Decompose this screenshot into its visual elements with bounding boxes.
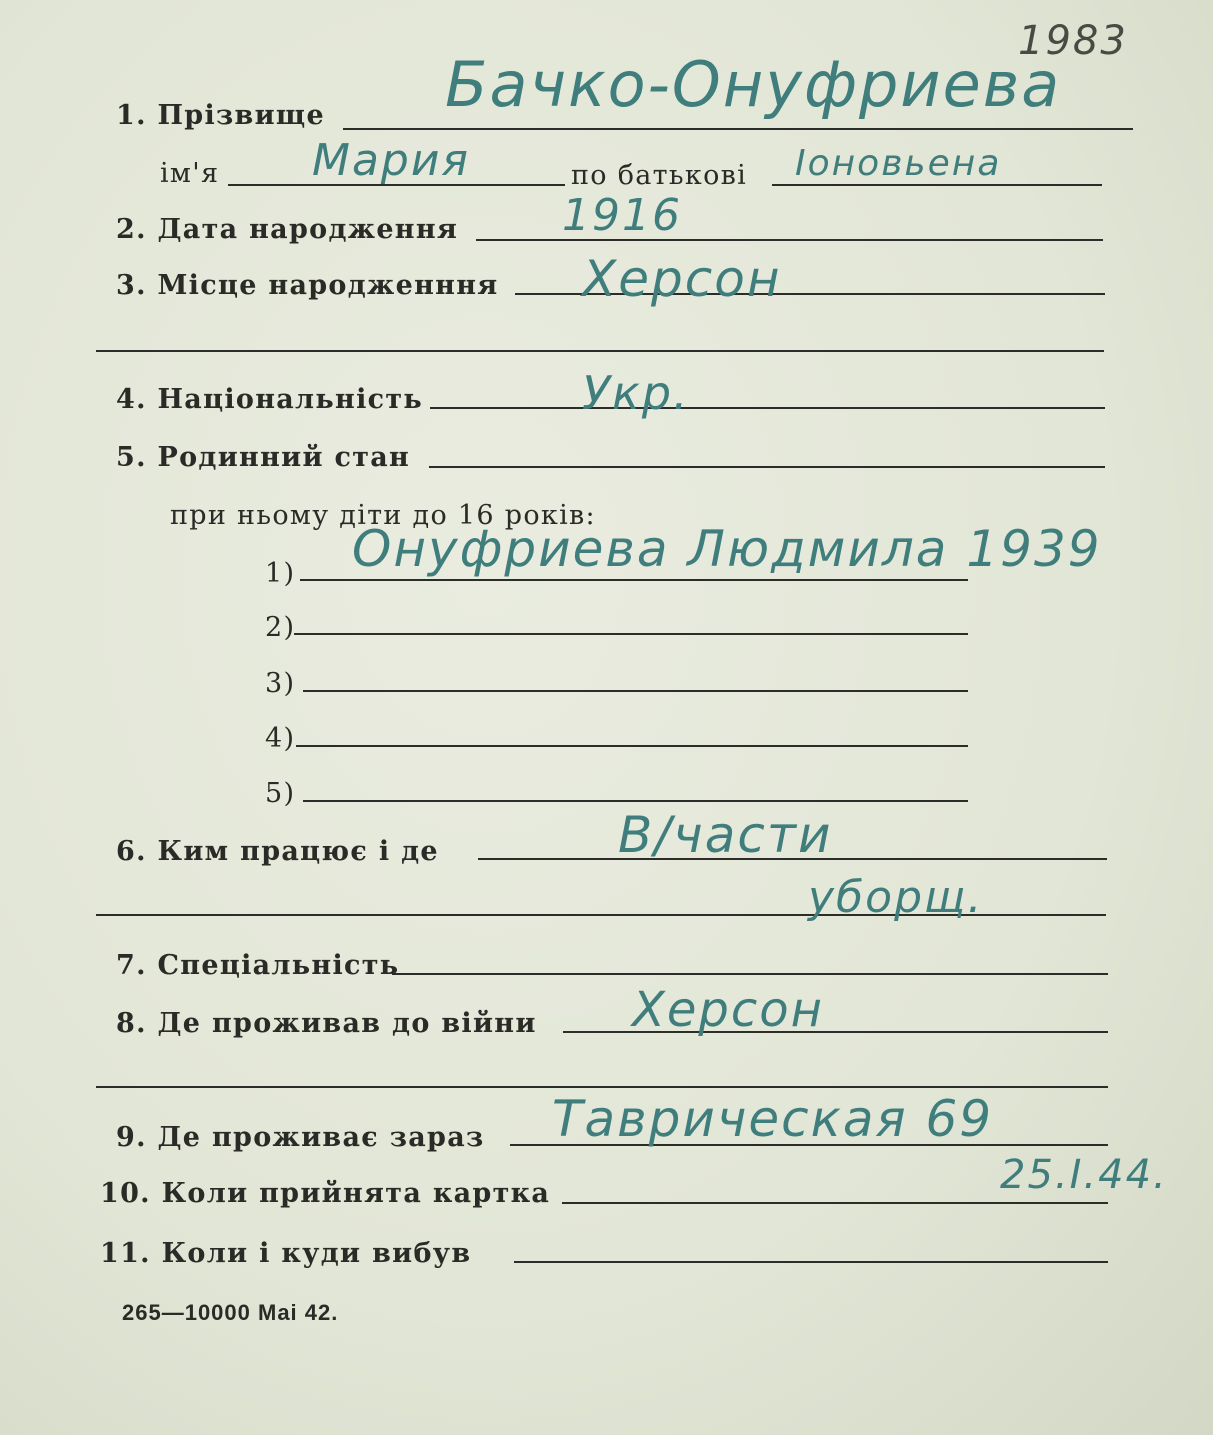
work-label: 6. Ким працює і де [116,836,439,867]
child-4-line [296,745,968,747]
departure-line [514,1261,1108,1263]
card-accepted-line [562,1202,1108,1204]
prewar-residence-value: Херсон [632,982,825,1038]
specialty-line [392,973,1108,975]
nationality-value: Укр. [582,366,690,420]
work-value-line2: уборщ. [808,872,984,923]
patronymic-value: Ioнoвьeнa [795,143,1002,184]
card-accepted-label: 10. Коли прийнята картка [100,1178,551,1209]
child-2-number: 2) [265,612,296,643]
birth-date-label: 2. Дата народження [116,214,459,245]
child-5-line [303,800,968,802]
current-residence-value: Таврическая 69 [552,1090,994,1148]
children-label: при ньому діти до 16 років: [170,500,596,531]
birth-place-value: Херсон [582,250,782,308]
child-1-line [300,579,968,581]
surname-label: 1. Прізвище [116,100,325,131]
first-name-value: Мария [312,135,470,186]
child-3-line [303,690,968,692]
work-value-line1: В/части [618,806,833,864]
specialty-label: 7. Спеціальність [116,950,400,981]
birth-place-label: 3. Місце народженння [116,270,499,301]
child-4-number: 4) [265,723,296,754]
birth-date-value: 1916 [562,190,682,241]
first-name-label: ім'я [160,158,220,189]
nationality-line [430,407,1105,409]
surname-value: Бачко-Онуфриева [445,48,1062,121]
patronymic-line [772,184,1102,186]
child-5-number: 5) [265,778,296,809]
child-3-number: 3) [265,668,296,699]
surname-line [343,128,1133,130]
marital-status-line [429,466,1105,468]
card-accepted-value: 25.I.44. [1000,1152,1168,1198]
print-code: 265—10000 Mai 42. [122,1300,339,1325]
patronymic-label: по батькові [571,160,748,191]
departure-label: 11. Коли і куди вибув [100,1238,472,1269]
marital-status-label: 5. Родинний стан [116,442,411,473]
child-2-line [294,633,968,635]
current-residence-label: 9. Де проживає зараз [116,1122,485,1153]
child-1-value: Онуфриева Людмила 1939 [352,520,1102,578]
prewar-residence-label: 8. Де проживав до війни [116,1008,537,1039]
birth-place-extra-line [96,350,1104,352]
child-1-number: 1) [265,558,296,589]
nationality-label: 4. Національність [116,384,424,415]
year-note: 1983 [1018,18,1128,64]
prewar-residence-extra-line [96,1086,1108,1088]
